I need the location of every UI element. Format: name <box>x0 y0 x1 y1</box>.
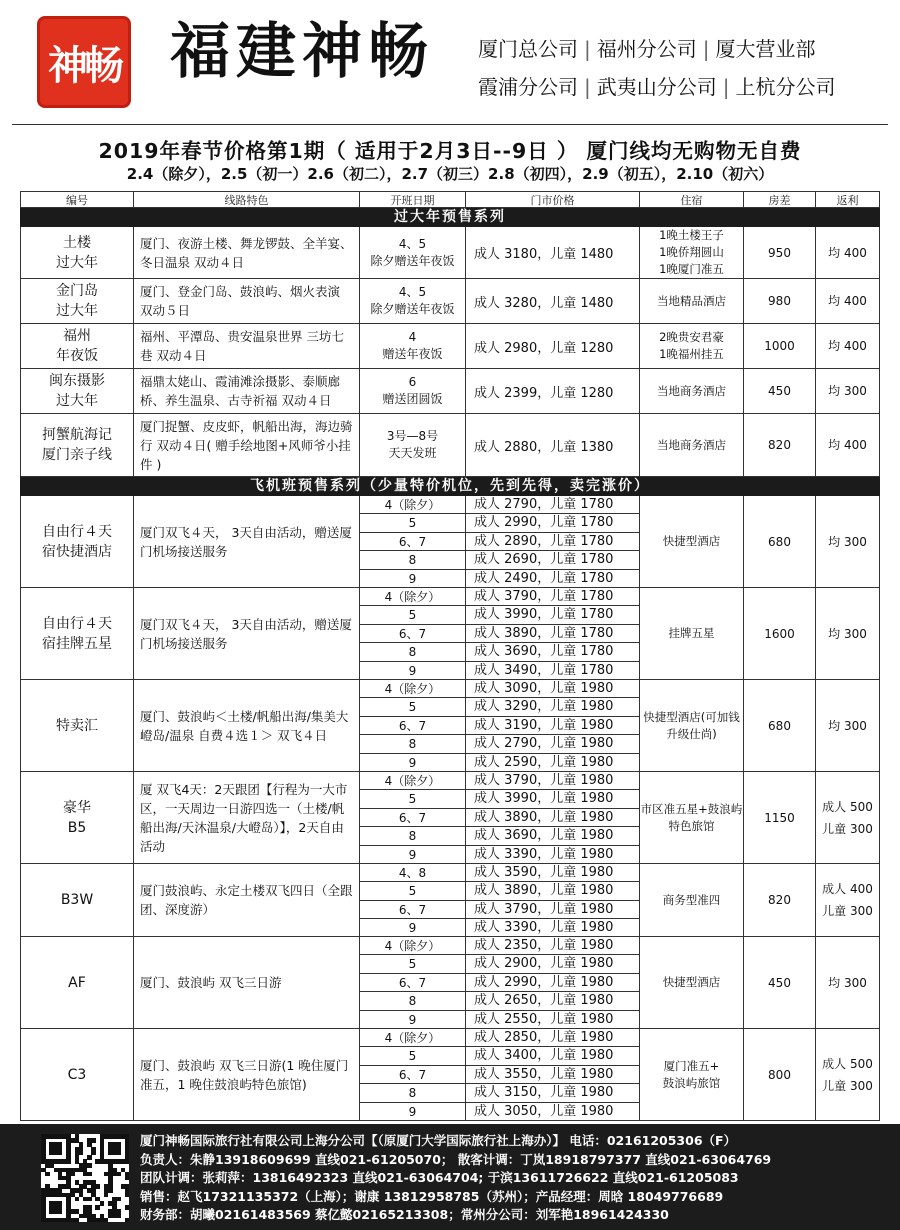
departure-date: 5 <box>360 1047 466 1064</box>
departure-date: 4、8 <box>360 864 466 881</box>
retail-price: 成人 3990，儿童 1780 <box>466 606 640 623</box>
footer <box>0 1124 900 1230</box>
header-divider <box>12 124 888 125</box>
date-price-row <box>360 496 640 514</box>
room-supplement: 950 <box>744 227 816 278</box>
contact-line: 负责人：朱静13918609699 直线021-61205070； 散客计调：丁岚18918797377 直线021-63064769 <box>140 1151 772 1167</box>
contact-info <box>140 1132 890 1225</box>
retail-price: 成人 2790，儿童 1780 <box>466 496 640 513</box>
date-price-row <box>360 754 640 772</box>
table-row <box>20 414 880 477</box>
route-features: 厦门、鼓浪屿 双飞三日游 <box>134 937 360 1028</box>
route-code: 自由行４天 宿快捷酒店 <box>20 496 134 587</box>
table-row <box>20 369 880 414</box>
section-banner: 飞机班预售系列（少量特价机位，先到先得，卖完涨价） <box>20 477 880 496</box>
date-price-row <box>360 717 640 735</box>
date-price-row <box>360 1011 640 1029</box>
departure-date: 6、7 <box>360 974 466 991</box>
date-price-row <box>360 809 640 827</box>
retail-price: 成人 3590，儿童 1980 <box>466 864 640 881</box>
rebate: 成人 500 儿童 300 <box>816 772 880 863</box>
date-price-row <box>360 698 640 716</box>
section-banner: 过大年预售系列 <box>20 208 880 227</box>
table-row <box>20 680 880 772</box>
route-features: 厦门、登金门岛、鼓浪屿、烟火表演 双动５日 <box>134 279 360 323</box>
route-features: 厦 双飞4天：2天跟团【行程为一大市区，一天周边一日游四选一（土楼/帆船出海/天沐温泉/大嶝岛）】，2天自由活动 <box>134 772 360 863</box>
col-dates: 开班日期 <box>360 191 466 208</box>
departure-date: 4（除夕） <box>360 588 466 605</box>
retail-price: 成人 3490，儿童 1780 <box>466 662 640 680</box>
date-price-row <box>360 680 640 698</box>
retail-price: 成人 3690，儿童 1980 <box>466 827 640 844</box>
departure-date: 9 <box>360 846 466 864</box>
table-row <box>20 324 880 369</box>
date-price-row <box>360 919 640 937</box>
room-supplement: 450 <box>744 369 816 413</box>
retail-price: 成人 2490，儿童 1780 <box>466 570 640 588</box>
date-price-row <box>360 772 640 790</box>
date-price-row <box>360 625 640 643</box>
retail-price: 成人 3390，儿童 1980 <box>466 846 640 864</box>
retail-price: 成人 2980，儿童 1280 <box>466 324 640 368</box>
departure-date: 6、7 <box>360 533 466 550</box>
date-price-row <box>360 1066 640 1084</box>
col-features: 线路特色 <box>134 191 360 208</box>
contact-line: 团队计调：张莉萍：13816492323 直线021-63064704; 于滨13611726622 直线021-61205083 <box>140 1170 739 1186</box>
departure-date: 8 <box>360 735 466 752</box>
route-features: 厦门鼓浪屿、永定土楼双飞四日（全跟团、深度游） <box>134 864 360 936</box>
rebate: 均 300 <box>816 937 880 1028</box>
date-price-row <box>360 955 640 973</box>
room-supplement: 820 <box>744 414 816 476</box>
route-code: 金门岛 过大年 <box>20 279 134 323</box>
accommodation: 快捷型酒店 <box>640 496 744 587</box>
route-features: 厦门、鼓浪屿＜土楼/帆船出海/集美大嶝岛/温泉 自费４选１＞ 双飞４日 <box>134 680 360 771</box>
date-price-row <box>360 992 640 1010</box>
branch-list: 厦门总公司 | 福州分公司 | 厦大营业部 霞浦分公司 | 武夷山分公司 | 上杭分公司 <box>478 30 878 106</box>
table-row <box>20 279 880 324</box>
departure-date: 5 <box>360 882 466 899</box>
branch-item: 福州分公司 <box>596 37 697 61</box>
room-supplement: 820 <box>744 864 816 936</box>
room-supplement: 800 <box>744 1029 816 1120</box>
logo-seal: 神畅 <box>37 16 131 108</box>
route-code: 特卖汇 <box>20 680 134 771</box>
retail-price: 成人 2900，儿童 1980 <box>466 955 640 972</box>
departure-date: 6、7 <box>360 1066 466 1083</box>
departure-date: 8 <box>360 1084 466 1101</box>
room-supplement: 1600 <box>744 588 816 679</box>
retail-price: 成人 2990，儿童 1780 <box>466 514 640 531</box>
departure-date: 6、7 <box>360 717 466 734</box>
route-features: 厦门、夜游土楼、舞龙锣鼓、全羊宴、冬日温泉 双动４日 <box>134 227 360 278</box>
rebate: 均 300 <box>816 680 880 771</box>
departure-date: 5 <box>360 955 466 972</box>
retail-price: 成人 2590，儿童 1980 <box>466 754 640 772</box>
date-price-row <box>360 643 640 661</box>
departure-date: 6 赠送团圆饭 <box>360 369 466 413</box>
retail-price: 成人 3290，儿童 1980 <box>466 698 640 715</box>
retail-price: 成人 3690，儿童 1780 <box>466 643 640 660</box>
route-features: 福州、平潭岛、贵安温泉世界 三坊七巷 双动４日 <box>134 324 360 368</box>
contact-line: 销售：赵飞17321135372（上海）；谢康 13812958785（苏州）；产品经理：周晗 18049776689 <box>140 1188 724 1204</box>
date-price-row <box>360 974 640 992</box>
room-supplement: 980 <box>744 279 816 323</box>
branch-item: 上杭分公司 <box>735 75 836 99</box>
accommodation: 快捷型酒店(可加钱升级仕尚) <box>640 680 744 771</box>
date-price-row <box>360 1103 640 1121</box>
date-price-row <box>360 533 640 551</box>
accommodation: 快捷型酒店 <box>640 937 744 1028</box>
departure-date: 9 <box>360 919 466 937</box>
rebate: 成人 400 儿童 300 <box>816 864 880 936</box>
retail-price: 成人 3190，儿童 1980 <box>466 717 640 734</box>
route-code: AF <box>20 937 134 1028</box>
accommodation: 2晚贵安君豪 1晚福州挂五 <box>640 324 744 368</box>
qr-code-icon[interactable] <box>41 1134 129 1222</box>
date-price-row <box>360 514 640 532</box>
column-header-row <box>20 191 880 208</box>
branch-item: 武夷山分公司 <box>596 75 717 99</box>
date-price-row <box>360 735 640 753</box>
date-price-row <box>360 864 640 882</box>
accommodation: 挂牌五星 <box>640 588 744 679</box>
departure-date: 8 <box>360 643 466 660</box>
accommodation: 当地商务酒店 <box>640 414 744 476</box>
departure-date: 9 <box>360 1103 466 1121</box>
rebate: 均 300 <box>816 496 880 587</box>
date-price-row <box>360 846 640 864</box>
table-row <box>20 937 880 1029</box>
departure-date: 9 <box>360 570 466 588</box>
departure-date: 4（除夕） <box>360 680 466 697</box>
retail-price: 成人 2890，儿童 1780 <box>466 533 640 550</box>
departure-date: 5 <box>360 606 466 623</box>
table-row <box>20 772 880 864</box>
col-code: 编号 <box>20 191 134 208</box>
date-price-row <box>360 1047 640 1065</box>
retail-price: 成人 3390，儿童 1980 <box>466 919 640 937</box>
rebate: 成人 500 儿童 300 <box>816 1029 880 1120</box>
departure-date: 5 <box>360 790 466 807</box>
contact-line: 厦门神畅国际旅行社有限公司上海分公司【（原厦门大学国际旅行社上海办）】 电话：02161205306（F） <box>140 1133 737 1148</box>
table-row <box>20 227 880 279</box>
retail-price: 成人 3400，儿童 1980 <box>466 1047 640 1064</box>
route-features: 福鼎太姥山、霞浦滩涂摄影、泰顺廊桥、养生温泉、古寺祈福 双动４日 <box>134 369 360 413</box>
route-code: C3 <box>20 1029 134 1120</box>
retail-price: 成人 3890，儿童 1980 <box>466 882 640 899</box>
rebate: 均 400 <box>816 414 880 476</box>
departure-date: 5 <box>360 514 466 531</box>
retail-price: 成人 3180，儿童 1480 <box>466 227 640 278</box>
retail-price: 成人 3790，儿童 1780 <box>466 588 640 605</box>
retail-price: 成人 3150，儿童 1980 <box>466 1084 640 1101</box>
departure-date: 4（除夕） <box>360 1029 466 1046</box>
departure-date: 9 <box>360 754 466 772</box>
branch-item: 厦门总公司 <box>478 37 578 61</box>
table-row <box>20 1029 880 1121</box>
accommodation: 当地商务酒店 <box>640 369 744 413</box>
route-code: 土楼 过大年 <box>20 227 134 278</box>
table-row <box>20 864 880 937</box>
date-price-row <box>360 937 640 955</box>
contact-line: 财务部：胡曦02161483569 蔡亿懿02165213308；常州分公司：刘军艳18961424330 <box>140 1207 669 1223</box>
departure-date: 5 <box>360 698 466 715</box>
date-price-row <box>360 1084 640 1102</box>
departure-date: 4（除夕） <box>360 496 466 513</box>
departure-date: 4（除夕） <box>360 772 466 789</box>
departure-date: 8 <box>360 992 466 1009</box>
date-price-row <box>360 588 640 606</box>
room-supplement: 680 <box>744 496 816 587</box>
retail-price: 成人 3090，儿童 1980 <box>466 680 640 697</box>
route-features: 厦门捉蟹、皮皮虾，帆船出海，海边骑行 双动４日( 赠手绘地图+风师爷小挂件 ) <box>134 414 360 476</box>
departure-date: 4、5 除夕赠送年夜饭 <box>360 227 466 278</box>
accommodation: 商务型准四 <box>640 864 744 936</box>
route-features: 厦门、鼓浪屿 双飞三日游(1 晚住厦门准五，1 晚住鼓浪屿特色旅馆) <box>134 1029 360 1120</box>
route-code: 闽东摄影 过大年 <box>20 369 134 413</box>
date-price-row <box>360 901 640 919</box>
departure-date: 4 赠送年夜饭 <box>360 324 466 368</box>
accommodation: 市区准五星+鼓浪屿特色旅馆 <box>640 772 744 863</box>
branch-item: 霞浦分公司 <box>478 75 578 99</box>
accommodation: 1晚土楼王子 1晚侨翔圆山 1晚厦门准五 <box>640 227 744 278</box>
room-supplement: 450 <box>744 937 816 1028</box>
retail-price: 成人 3890，儿童 1780 <box>466 625 640 642</box>
retail-price: 成人 2850，儿童 1980 <box>466 1029 640 1046</box>
room-supplement: 1150 <box>744 772 816 863</box>
room-supplement: 680 <box>744 680 816 771</box>
route-features: 厦门双飞４天， 3天自由活动，赠送厦门机场接送服务 <box>134 588 360 679</box>
date-price-row <box>360 790 640 808</box>
date-price-row <box>360 882 640 900</box>
departure-date: 9 <box>360 1011 466 1029</box>
departure-date: 6、7 <box>360 901 466 918</box>
retail-price: 成人 2350，儿童 1980 <box>466 937 640 954</box>
date-price-row <box>360 551 640 569</box>
price-table <box>20 191 880 1122</box>
branch-item: 厦大营业部 <box>715 37 816 61</box>
retail-price: 成人 2650，儿童 1980 <box>466 992 640 1009</box>
retail-price: 成人 3890，儿童 1980 <box>466 809 640 826</box>
retail-price: 成人 2399，儿童 1280 <box>466 369 640 413</box>
departure-date: 4、5 除夕赠送年夜饭 <box>360 279 466 323</box>
route-features: 厦门双飞４天， 3天自由活动，赠送厦门机场接送服务 <box>134 496 360 587</box>
rebate: 均 300 <box>816 588 880 679</box>
departure-date: 9 <box>360 662 466 680</box>
retail-price: 成人 2880，儿童 1380 <box>466 414 640 476</box>
col-hotel: 住宿 <box>640 191 744 208</box>
accommodation: 当地精品酒店 <box>640 279 744 323</box>
date-legend: 2.4（除夕），2.5（初一）2.6（初二），2.7（初三）2.8（初四），2.9（初五），2.10（初六） <box>126 165 774 183</box>
rebate: 均 400 <box>816 324 880 368</box>
col-price: 门市价格 <box>466 191 640 208</box>
retail-price: 成人 2690，儿童 1780 <box>466 551 640 568</box>
departure-date: 4（除夕） <box>360 937 466 954</box>
retail-price: 成人 3280，儿童 1480 <box>466 279 640 323</box>
retail-price: 成人 3790，儿童 1980 <box>466 772 640 789</box>
date-price-row <box>360 1029 640 1047</box>
header <box>0 0 900 118</box>
room-supplement: 1000 <box>744 324 816 368</box>
table-row <box>20 496 880 588</box>
date-price-row <box>360 827 640 845</box>
route-code: 抲蟹航海记 厦门亲子线 <box>20 414 134 476</box>
retail-price: 成人 3550，儿童 1980 <box>466 1066 640 1083</box>
table-row <box>20 588 880 680</box>
retail-price: 成人 3790，儿童 1980 <box>466 901 640 918</box>
route-code: B3W <box>20 864 134 936</box>
retail-price: 成人 2990，儿童 1980 <box>466 974 640 991</box>
brand-title: 福建神畅 <box>170 17 434 87</box>
date-price-row <box>360 662 640 680</box>
departure-date: 3号—8号 天天发班 <box>360 414 466 476</box>
rebate: 均 300 <box>816 369 880 413</box>
departure-date: 8 <box>360 827 466 844</box>
rebate: 均 400 <box>816 279 880 323</box>
date-price-row <box>360 606 640 624</box>
route-code: 豪华 B5 <box>20 772 134 863</box>
col-rebate: 返利 <box>816 191 880 208</box>
departure-date: 6、7 <box>360 625 466 642</box>
departure-date: 8 <box>360 551 466 568</box>
date-price-row <box>360 570 640 588</box>
accommodation: 厦门准五+ 鼓浪屿旅馆 <box>640 1029 744 1120</box>
departure-date: 6、7 <box>360 809 466 826</box>
retail-price: 成人 3050，儿童 1980 <box>466 1103 640 1121</box>
retail-price: 成人 2790，儿童 1980 <box>466 735 640 752</box>
rebate: 均 400 <box>816 227 880 278</box>
route-code: 自由行４天 宿挂牌五星 <box>20 588 134 679</box>
retail-price: 成人 2550，儿童 1980 <box>466 1011 640 1029</box>
retail-price: 成人 3990，儿童 1980 <box>466 790 640 807</box>
col-room: 房差 <box>744 191 816 208</box>
page-title: 2019年春节价格第1期（ 适用于2月3日--9日 ） 厦门线均无购物无自费 <box>98 139 802 163</box>
route-code: 福州 年夜饭 <box>20 324 134 368</box>
